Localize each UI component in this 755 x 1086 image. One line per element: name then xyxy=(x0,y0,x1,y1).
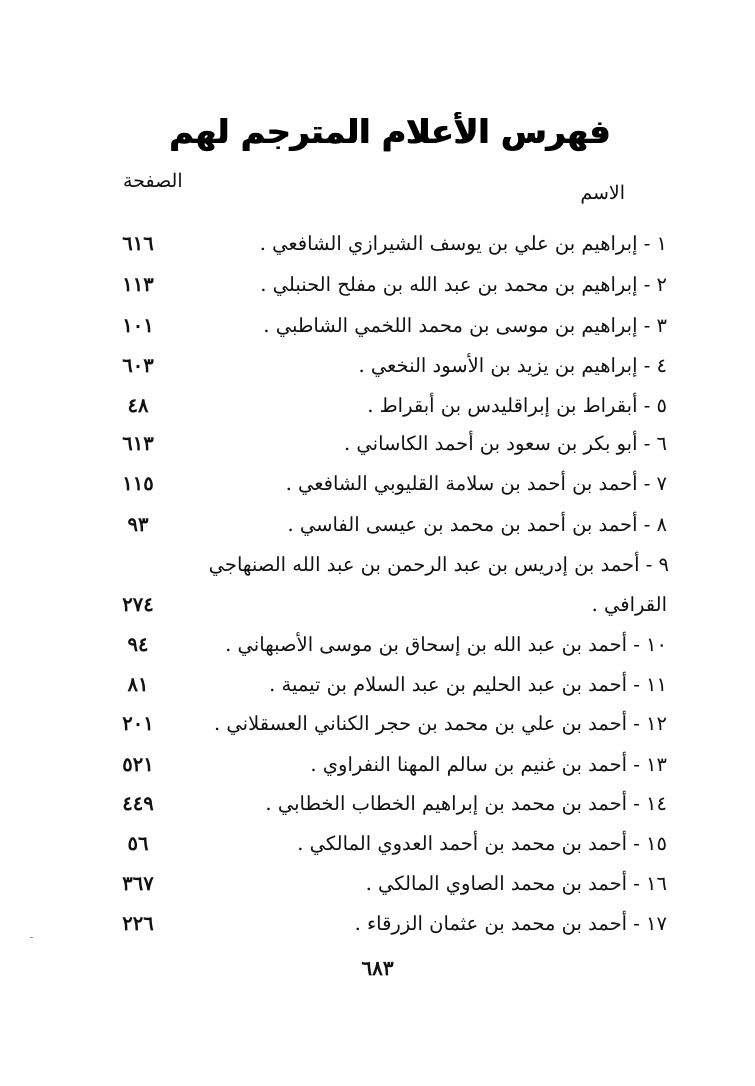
index-entry xyxy=(0,547,755,583)
entry-page-number: ٨١ xyxy=(127,673,149,696)
entry-page-number: ٦١٣ xyxy=(122,432,154,455)
index-entry xyxy=(0,786,755,822)
index-entry xyxy=(0,466,755,502)
index-entry xyxy=(0,267,755,303)
entry-name: ١٤ - أحمد بن محمد بن إبراهيم الخطاب الخطابي . xyxy=(265,792,667,815)
entry-page-number: ٥٢١ xyxy=(122,753,154,776)
entry-page-number: ٢٧٤ xyxy=(122,593,154,616)
index-entry xyxy=(0,667,755,703)
index-entry xyxy=(0,226,755,262)
entry-name: ٧ - أحمد بن أحمد بن سلامة القليوبي الشافعي . xyxy=(285,472,667,495)
entry-page-number: ٤٤٩ xyxy=(122,792,154,815)
column-header-name: الاسم xyxy=(580,182,625,204)
scan-speck xyxy=(30,937,33,938)
entry-page-number: ١٠١ xyxy=(122,314,154,337)
page-title: فهرس الأعلام المترجم لهم xyxy=(169,112,611,151)
entry-page-number: ٩٣ xyxy=(127,513,149,536)
index-entry xyxy=(0,747,755,783)
entry-name: ١٠ - أحمد بن عبد الله بن إسحاق بن موسى الأصبهاني . xyxy=(225,633,667,656)
entry-name: ٤ - إبراهيم بن يزيد بن الأسود النخعي . xyxy=(358,354,667,377)
index-entry xyxy=(0,388,755,424)
entry-page-number: ٣٦٧ xyxy=(122,872,154,895)
entry-name: ١٦ - أحمد بن محمد الصاوي المالكي . xyxy=(365,872,667,895)
entry-name: ٣ - إبراهيم بن موسى بن محمد اللخمي الشاطبي . xyxy=(263,314,667,337)
entry-name: ٨ - أحمد بن أحمد بن محمد بن عيسى الفاسي . xyxy=(287,513,667,536)
index-entry xyxy=(0,348,755,384)
index-entry xyxy=(0,866,755,902)
entry-page-number: ١١٣ xyxy=(122,273,154,296)
entry-page-number: ٢٠١ xyxy=(122,712,154,735)
entry-page-number: ٥٦ xyxy=(127,832,149,855)
entry-name: ١٣ - أحمد بن غنيم بن سالم المهنا النفراوي . xyxy=(310,753,667,776)
entry-name: ٥ - أبقراط بن إبراقليدس بن أبقراط . xyxy=(367,394,667,417)
entry-page-number: ٩٤ xyxy=(127,633,149,656)
index-entry xyxy=(0,826,755,862)
index-entry xyxy=(0,308,755,344)
index-entry xyxy=(0,507,755,543)
entry-name: ١١ - أحمد بن عبد الحليم بن عبد السلام بن تيمية . xyxy=(269,673,667,696)
entry-page-number: ١١٥ xyxy=(122,472,154,495)
index-entry xyxy=(0,906,755,942)
entry-name: ٢ - إبراهيم بن محمد بن عبد الله بن مفلح الحنبلي . xyxy=(260,273,667,296)
entry-page-number: ٢٢٦ xyxy=(122,912,154,935)
entry-name: ١٢ - أحمد بن علي بن محمد بن حجر الكناني العسقلاني . xyxy=(214,712,667,735)
index-entry-continuation xyxy=(0,587,755,623)
entry-name: ٦ - أبو بكر بن سعود بن أحمد الكاساني . xyxy=(344,432,667,455)
entry-name: ١٥ - أحمد بن محمد بن أحمد العدوي المالكي . xyxy=(297,832,667,855)
entry-name: ٩ - أحمد بن إدريس بن عبد الرحمن بن عبد الله الصنهاجي xyxy=(208,553,669,576)
entry-page-number: ٦١٦ xyxy=(122,232,154,255)
entry-page-number: ٤٨ xyxy=(127,394,149,417)
index-entry xyxy=(0,426,755,462)
entry-name: ١٧ - أحمد بن محمد بن عثمان الزرقاء . xyxy=(354,912,667,935)
column-header-page: الصفحة xyxy=(123,170,183,192)
entry-page-number: ٦٠٣ xyxy=(122,354,154,377)
index-entry xyxy=(0,627,755,663)
index-entry xyxy=(0,706,755,742)
page-number: ٦٨٣ xyxy=(361,956,394,980)
entry-name: ١ - إبراهيم بن علي بن يوسف الشيرازي الشافعي . xyxy=(259,232,667,255)
entry-name: القرافي . xyxy=(591,593,667,616)
